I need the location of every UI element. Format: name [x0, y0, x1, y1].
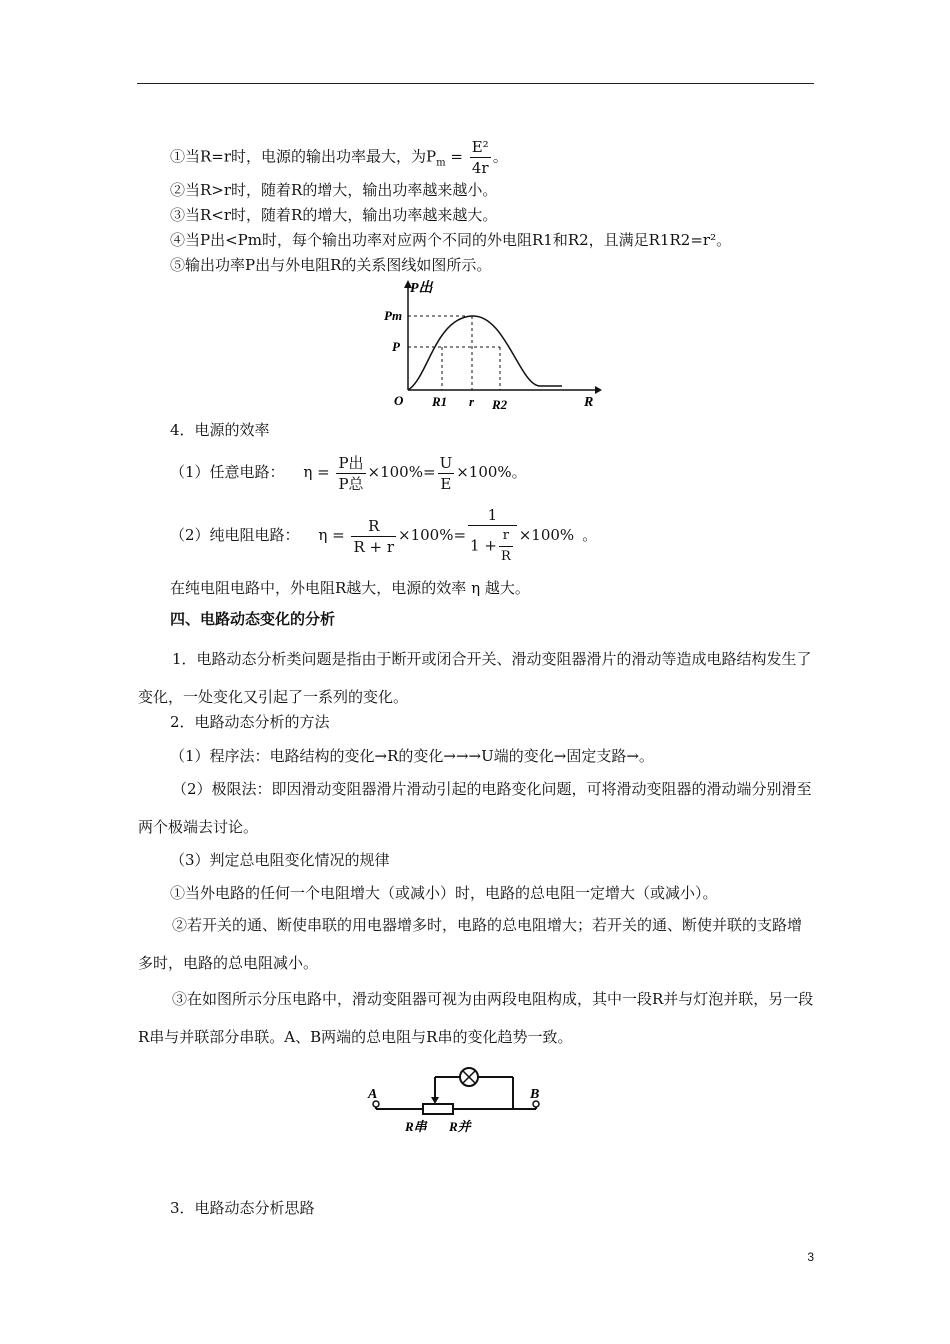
divider-circuit	[365, 1065, 550, 1140]
y-label: P出	[410, 281, 433, 296]
eq2-den2	[468, 526, 517, 567]
item-1-sub: m	[436, 157, 446, 169]
eq1-mid: ×100%=	[367, 463, 436, 481]
paragraph-6: ①当外电路的任何一个电阻增大（或减小）时，电路的总电阻一定增大（或减小）。	[170, 884, 718, 902]
eq2-inner-frac	[499, 526, 513, 567]
eq1-tail: ×100%。	[456, 463, 527, 481]
eq2-prefix: （2）纯电阻电路：	[170, 526, 300, 544]
eq1	[170, 450, 527, 494]
paragraph-7	[138, 906, 814, 982]
paragraph-5: （3）判定总电阻变化情况的规律	[170, 851, 390, 869]
item-1-text: ①当R=r时，电源的输出功率最大，为P	[170, 147, 437, 166]
r2-label: R2	[492, 397, 508, 412]
item-2: ②当R>r时，随着R的增大，输出功率越来越小。	[170, 181, 498, 199]
x-axis-arrow	[595, 386, 602, 394]
r-label: r	[469, 394, 475, 409]
fraction-denominator: 4r	[471, 159, 489, 177]
paragraph-7-text: ②若开关的通、断使串联的用电器增多时，电路的总电阻增大；若开关的通、断使并联的支路增多时，电路的总电阻减小。	[138, 916, 803, 972]
eq1-den1: P总	[338, 474, 364, 493]
item-4: ④当P出<Pm时，每个输出功率对应两个不同的外电阻R1和R2，且满足R1R2=r²。	[170, 231, 732, 249]
item-1: ①当R=r时，电源的输出功率最大，为$P_m$ = $\frac{\text{E²}}{4r}$ 。	[170, 138, 508, 177]
paragraph-8-text: ③在如图所示分压电路中，滑动变阻器可视为由两段电阻构成，其中一段R并与灯泡并联，另一段R串与并联部分串联。A、B两端的总电阻与R串的变化趋势一致。	[138, 990, 814, 1046]
rheostat	[423, 1104, 453, 1114]
paragraph-4	[138, 770, 814, 846]
eq2-num1: R	[351, 516, 396, 537]
eq2-frac1	[351, 516, 396, 557]
p-label: P	[392, 339, 400, 354]
x-label: R	[584, 395, 594, 410]
label-b: B	[530, 1087, 540, 1102]
power-curve	[408, 316, 562, 390]
eq1-frac2	[438, 453, 455, 494]
paragraph-4-text: （2）极限法：即因滑动变阻器滑片滑动引起的电路变化问题，可将滑动变阻器的滑动端分别滑至两个极端去讨论。	[138, 780, 812, 836]
section-heading-4: 四、电路动态变化的分析	[170, 610, 336, 628]
pm-label: Pm	[384, 308, 403, 323]
eq1-prefix: （1）任意电路：	[170, 463, 285, 481]
paragraph-1	[138, 640, 814, 716]
fraction-numerator: E²	[471, 138, 489, 156]
eq1-den2: E	[440, 474, 452, 493]
section4-heading: 4．电源的效率	[170, 421, 270, 439]
eq1-frac1	[336, 453, 365, 494]
eq1-num1: P出	[338, 453, 364, 472]
eq2-num2: 1	[468, 505, 517, 526]
paragraph-1-text: 1．电路动态分析类问题是指由于断开或闭合开关、滑动变阻器滑片的滑动等造成电路结构发生了变化，一处变化又引起了一系列的变化。	[138, 650, 812, 706]
eq2-frac2	[468, 505, 517, 567]
paragraph-8	[138, 980, 814, 1056]
eq1-num2: U	[439, 453, 453, 472]
origin-label: O	[394, 393, 404, 408]
slider-arrow	[431, 1097, 439, 1104]
paragraph-2: 2．电路动态分析的方法	[170, 713, 330, 731]
eq2	[170, 505, 597, 567]
power-resistance-graph	[380, 278, 605, 418]
eq2-den2-a: 1 +	[470, 536, 497, 555]
label-r-series: R串	[405, 1119, 427, 1134]
header-rule	[137, 83, 814, 84]
paragraph-9: 3．电路动态分析思路	[170, 1199, 315, 1217]
item-1-fraction	[470, 137, 491, 178]
page-number: 3	[807, 1250, 814, 1264]
eq2-inner-den: R	[500, 549, 511, 564]
eq2-mid: ×100%=	[398, 526, 467, 544]
label-a: A	[368, 1087, 378, 1102]
eq2-tail: ×100%	[518, 526, 575, 544]
eq2-end: 。	[582, 526, 598, 544]
eq2-inner-num: r	[499, 526, 513, 547]
item-5: ⑤输出功率P出与外电阻R的关系图线如图所示。	[170, 256, 492, 274]
eq2-eta: η =	[318, 526, 345, 544]
eq1-eta: η =	[303, 463, 330, 481]
eq2-den1: R + r	[353, 537, 395, 556]
r1-label: R1	[432, 394, 448, 409]
efficiency-conclusion: 在纯电阻电路中，外电阻R越大，电源的效率 η 越大。	[170, 579, 530, 597]
item-3: ③当R<r时，随着R的增大，输出功率越来越大。	[170, 206, 498, 224]
paragraph-3: （1）程序法：电路结构的变化→R的变化→→→U端的变化→固定支路→。	[170, 747, 654, 765]
label-r-parallel: R并	[449, 1119, 471, 1134]
